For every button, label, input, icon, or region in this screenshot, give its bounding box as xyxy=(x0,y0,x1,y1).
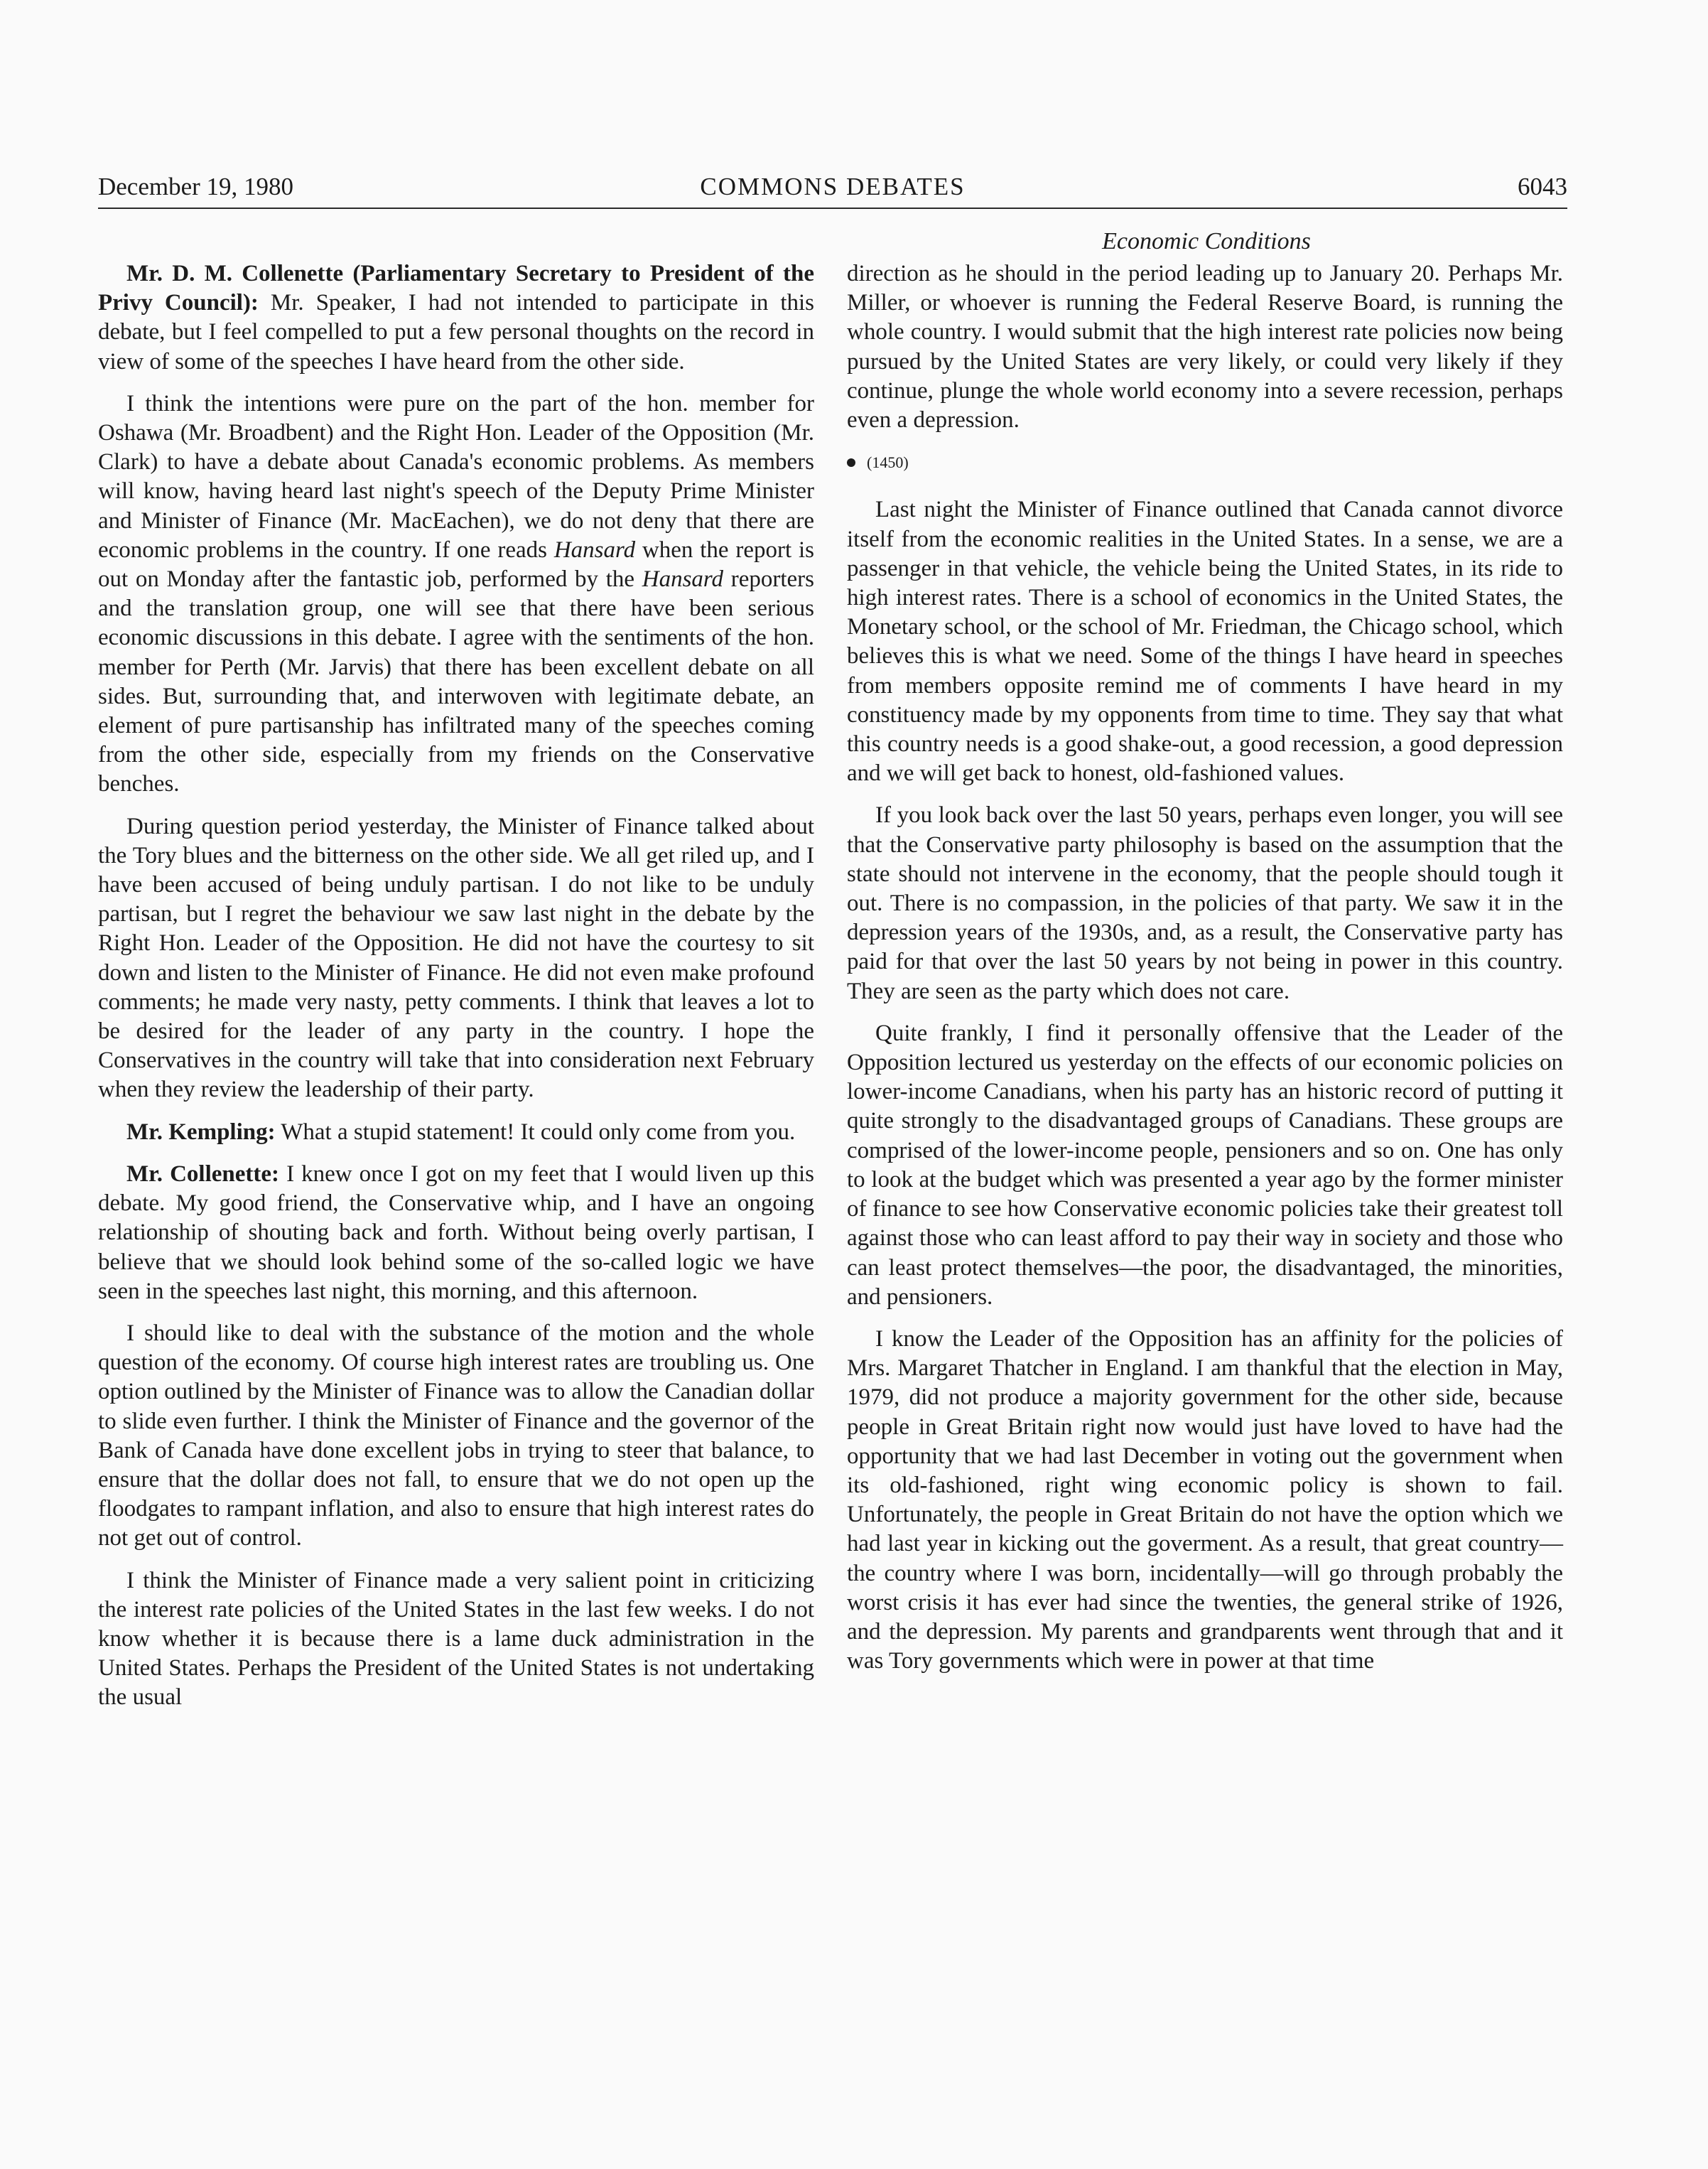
speaker-name: Mr. Collenette: xyxy=(126,1161,280,1187)
speaker-name: Mr. D. M. Collenette (Parliamentary Secretary to President of the Privy Council): xyxy=(98,261,814,316)
right-column xyxy=(847,259,1563,1689)
paragraph: Last night the Minister of Finance outlined that Canada cannot divorce itself from the economic realities in the United States. In a sense, we are a passenger in that vehicle, the vehicle being the United States, in its ride to high interest rates. There is a school of economics in the United States, the Monetary school, or the school of Mr. Friedman, the Chicago school, which believes this is what we need. Some of the things I have heard in speeches from members opposite remind me of comments I have heard in my constituency made by my opponents from time to time. They say that what this country needs is a good shake-out, a good recession, a good depression and we will get back to honest, old-fashioned values. xyxy=(847,497,1563,787)
header-rule xyxy=(98,208,1567,209)
paragraph: I know the Leader of the Opposition has an affinity for the policies of Mrs. Margaret Thatcher in England. I am thankful that the election in May, 1979, did not produce a majority government for the other side, because people in Great Britain right now would just have loved to have had the opportunity that we had last December in voting out the government when its old-fashioned, right wing economic policy is shown to fail. Unfortunately, the people in Great Britain do not have the option which we had last year in kicking out the goverment. As a result, that great country—the country where I was born, incidentally—will go through probably the worst crisis it has ever had since the twenties, the general strike of 1926, and the depression. My parents and grandparents went through that and it was Tory governments which were in power at that time xyxy=(847,1325,1563,1674)
page-header xyxy=(98,169,1567,205)
paragraph xyxy=(98,259,814,377)
paragraph: Quite frankly, I find it personally offensive that the Leader of the Opposition lectured us yesterday on the effects of our economic policies on lower-income Canadians, when his party has an historic record of putting it quite strongly to the disadvantaged groups of Canadians. These groups are comprised of the lower-income people, pensioners and so on. One has only to look at the budget which was presented a year ago by the former minister of finance to see how Conservative economic policies take their greatest toll against those who can least afford to pay their way in society and those who can least protect themselves—the poor, the disadvantaged, the minorities, and pensioners. xyxy=(847,1020,1563,1310)
section-title: Economic Conditions xyxy=(1102,228,1311,254)
italic-hansard: Hansard xyxy=(553,537,636,563)
paragraph: direction as he should in the period leading up to January 20. Perhaps Mr. Miller, or whoever is running the Federal Reserve Board, is running the whole country. I would submit that the high interest rate policies now being pursued by the United States are very likely, or could very likely if they continue, plunge the whole world economy into a severe recession, perhaps even a depression. xyxy=(847,261,1563,434)
paragraph: I think the Minister of Finance made a very salient point in criticizing the interest rate policies of the United States in the last few weeks. I do not know whether it is because there is a lame duck administration in the United States. Perhaps the President of the United States is not undertaking the usual xyxy=(98,1567,814,1711)
paragraph-text: I knew once I got on my feet that I would liven up this debate. My good friend, the Conservative whip, and I have an ongoing relationship of shouting back and forth. Without being overly partisan, I believe that we should look behind some of the so-called logic we have seen in the speeches last night, this morning, and this afternoon. xyxy=(98,1161,814,1304)
bullet-dot-icon xyxy=(847,458,855,467)
paragraph-text: What a stupid statement! It could only come from you. xyxy=(281,1119,796,1145)
time-marker-text: (1450) xyxy=(867,453,909,472)
left-column xyxy=(98,259,814,1726)
paragraph-text: Mr. Speaker, I had not intended to participate in this debate, but I feel compelled to put a few personal thoughts on the record in view of some of the speeches I have heard from the other side. xyxy=(98,290,815,375)
header-page-number: 6043 xyxy=(1518,173,1567,200)
paragraph xyxy=(98,1118,814,1147)
paragraph: I should like to deal with the substance of the motion and the whole question of the economy. Of course high interest rates are troubling us. One option outlined by the Minister of Finance was to allow the Canadian dollar to slide even further. I think the Minister of Finance and the governor of the Bank of Canada have done excellent jobs in trying to steer that balance, to ensure that the dollar does not fall, to ensure that we do not open up the floodgates to rampant inflation, and also to ensure that high interest rates do not get out of control. xyxy=(98,1320,814,1551)
paragraph-text: I think the intentions were pure on the part of the hon. member for Oshawa (Mr. Broadbent) and the Right Hon. Leader of the Opposition (Mr. Clark) to have a debate about Canada's economic problems. As members will know, having heard last night's speech of the Deputy Prime Minister and Minister of Finance (Mr. MacEachen), we do not deny that there are economic problems in the country. If one reads xyxy=(98,390,814,563)
header-date: December 19, 1980 xyxy=(98,173,294,200)
time-marker xyxy=(847,448,1563,477)
paragraph-text: when the report is out on Monday after the fantastic job, performed by the xyxy=(98,537,814,593)
paragraph: During question period yesterday, the Minister of Finance talked about the Tory blues and the bitterness on the other side. We all get riled up, and I have been accused of being unduly partisan. I do not like to be unduly partisan, but I regret the behaviour we saw last night in the debate by the Right Hon. Leader of the Opposition. He did not have the courtesy to sit down and listen to the Minister of Finance. He did not even make profound comments; he made very nasty, petty comments. I think that leaves a lot to be desired for the leader of any party in the country. I hope the Conservatives in the country will take that into consideration next February when they review the leadership of their party. xyxy=(98,813,814,1103)
header-title: COMMONS DEBATES xyxy=(700,173,966,200)
italic-hansard: Hansard xyxy=(642,566,724,593)
paragraph xyxy=(98,1160,814,1306)
speaker-name: Mr. Kempling: xyxy=(126,1119,276,1145)
paragraph xyxy=(98,389,814,800)
paragraph: If you look back over the last 50 years, perhaps even longer, you will see that the Conservative party philosophy is based on the assumption that the state should not intervene in the economy, that the people should tough it out. There is no compassion, in the policies of that party. We saw it in the depression years of the 1930s, and, as a result, the Conservative party has paid for that over the last 50 years by not being in power in this country. They are seen as the party which does not care. xyxy=(847,802,1563,1004)
paragraph-text: reporters and the translation group, one will see that there have been serious economic discussions in this debate. I agree with the sentiments of the hon. member for Perth (Mr. Jarvis) that there has been excellent debate on all sides. But, surrounding that, and interwoven with legitimate debate, an element of pure partisanship has infiltrated many of the speeches coming from the other side, especially from my friends on the Conservative benches. xyxy=(98,566,814,797)
